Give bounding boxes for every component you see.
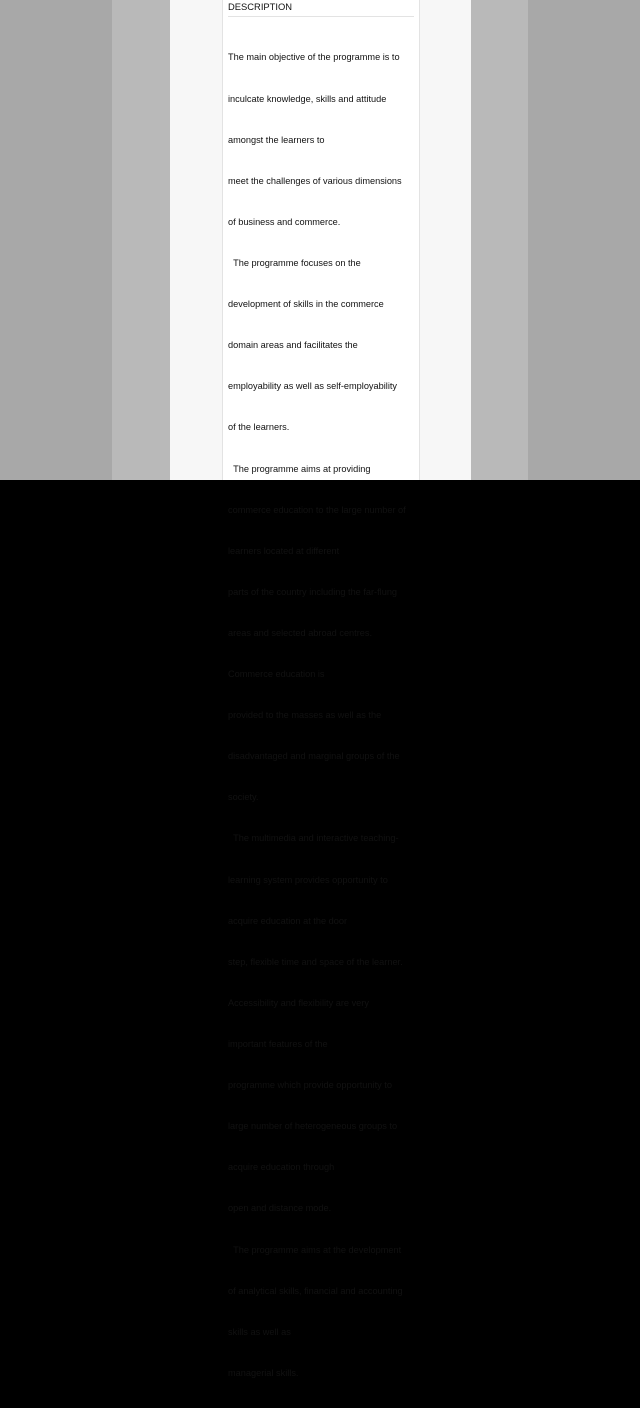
description-line: Accessibility and flexibility are very [228, 997, 369, 1008]
description-line: of the learners. [228, 422, 290, 433]
description-line: The programme aims at the development [228, 1244, 402, 1255]
description-line: learning system provides opportunity to [228, 874, 388, 885]
description-line: parts of the country including the far-flung [228, 586, 398, 597]
description-line: The multimedia and interactive teaching- [228, 833, 399, 844]
description-line: Commerce education is [228, 669, 325, 680]
description-card [222, 0, 420, 1378]
description-line: provided to the masses as well as the [228, 710, 382, 721]
description-line: commerce education to the large number of [228, 504, 406, 515]
description-line: The programme aims at providing [228, 463, 371, 474]
description-line: meet the challenges of various dimensions [228, 175, 402, 186]
description-line: areas and selected abroad centres. [228, 627, 373, 638]
left-letterbox [0, 0, 112, 480]
description-line: learners located at different [228, 545, 340, 556]
description-line: important features of the [228, 1039, 328, 1050]
description-line: society. [228, 792, 259, 803]
description-line: inculcate knowledge, skills and attitude [228, 93, 387, 104]
right-letterbox [528, 0, 640, 480]
description-line: skills as well as [228, 1326, 291, 1337]
description-line: domain areas and facilitates the [228, 340, 358, 351]
description-line: development of skills in the commerce [228, 299, 384, 310]
description-line: of analytical skills, financial and accounting [228, 1285, 403, 1296]
description-header: DESCRIPTION [228, 0, 414, 17]
description-line: of business and commerce. [228, 216, 341, 227]
description-line: large number of heterogeneous groups to [228, 1121, 398, 1132]
description-line: employability as well as self-employability [228, 381, 398, 392]
description-line: programme which provide opportunity to [228, 1080, 392, 1091]
description-body [228, 24, 418, 1408]
description-line: managerial skills. [228, 1367, 299, 1378]
description-line: acquire education at the door [228, 915, 348, 926]
description-line: step, flexible time and space of the learner. [228, 956, 403, 967]
description-line: open and distance mode. [228, 1203, 332, 1214]
description-line: acquire education through [228, 1162, 335, 1173]
description-line: The programme focuses on the [228, 257, 361, 268]
document-page [170, 0, 471, 1378]
description-line: The main objective of the programme is to [228, 52, 400, 63]
description-line: disadvantaged and marginal groups of the [228, 751, 400, 762]
description-line: amongst the learners to [228, 134, 325, 145]
